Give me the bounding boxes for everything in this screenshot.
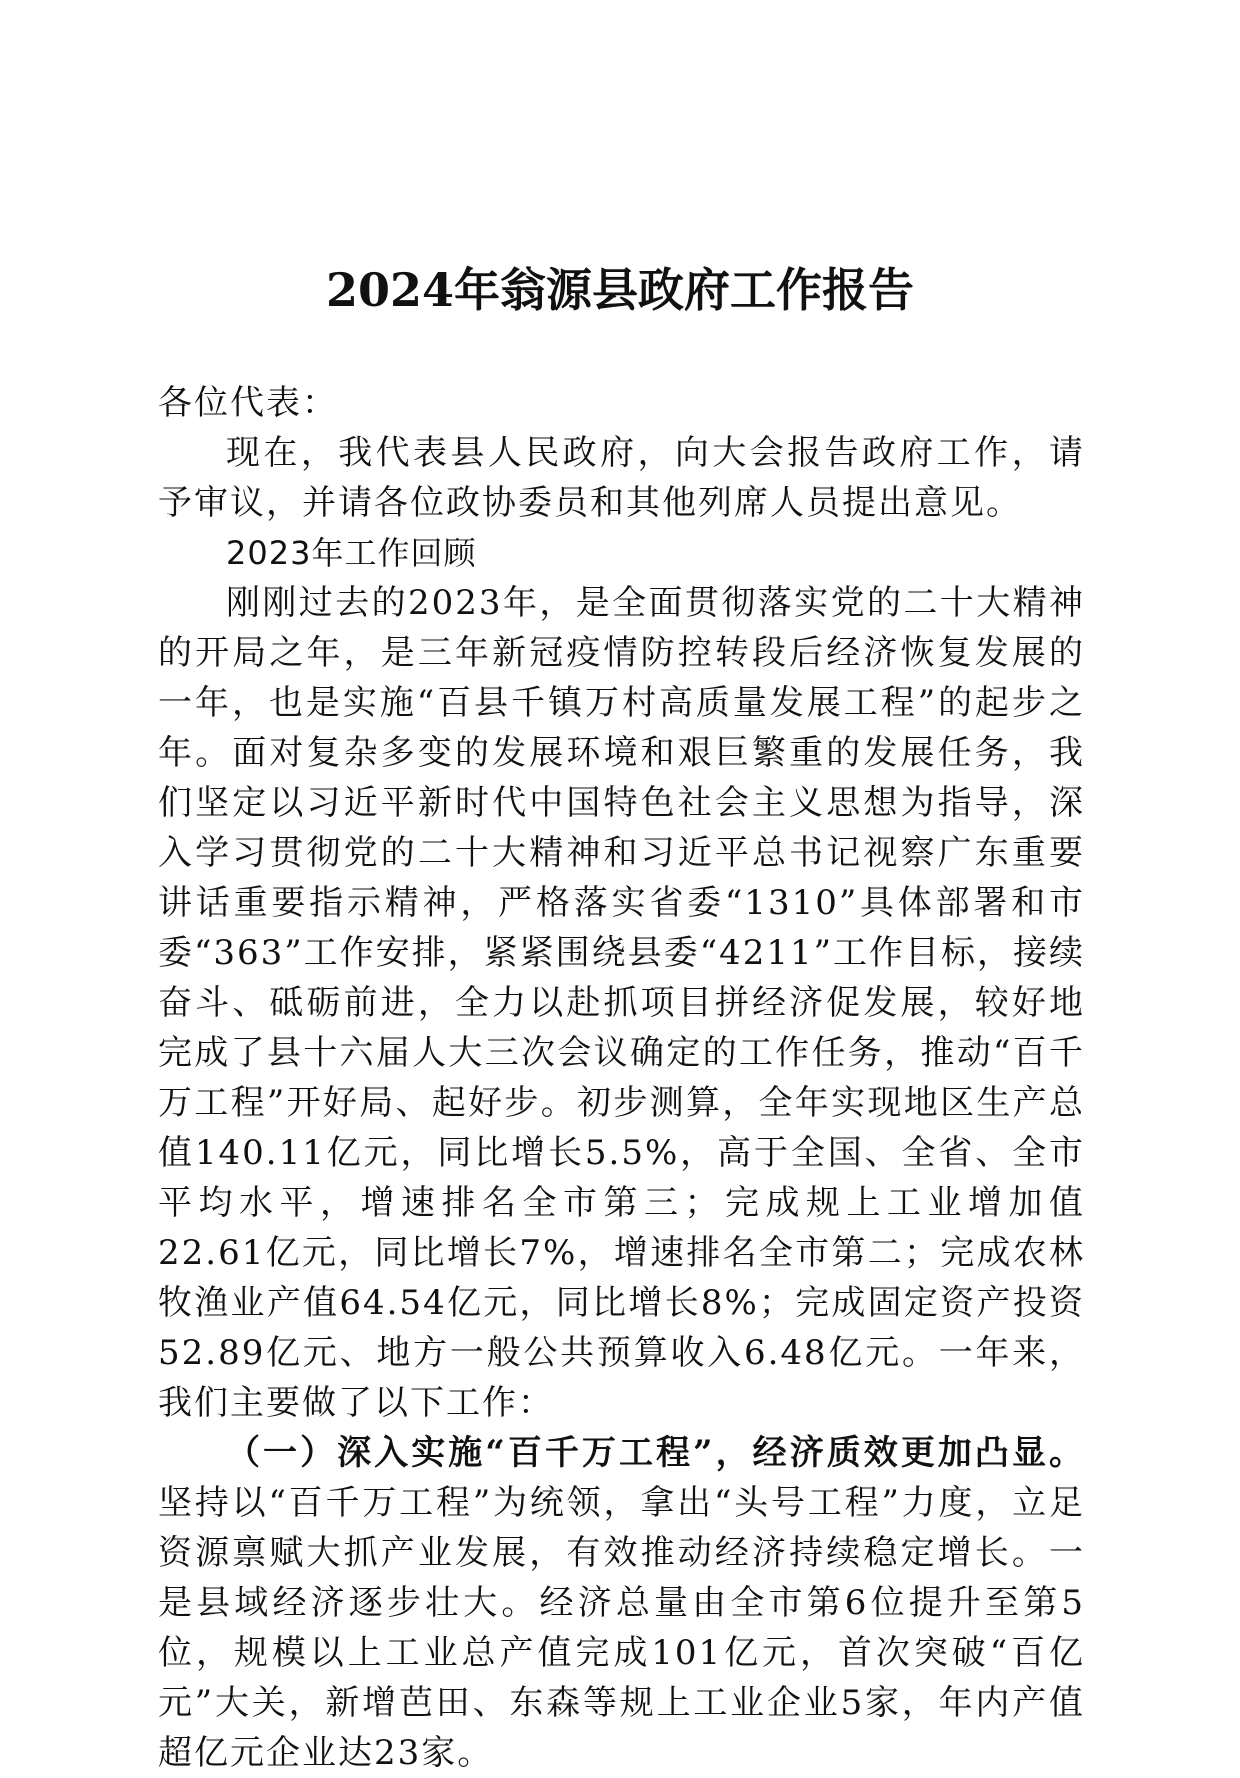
salutation: 各位代表： [158,383,338,423]
document-title: 2024年翁源县政府工作报告 [325,263,915,317]
intro-paragraph: 现在，我代表县人民政府，向大会报告政府工作，请予审议，并请各位政协委员和其他列席人员提出意见。 [158,433,1085,523]
point-one-heading: （一）深入实施“百千万工程”，经济质效更加凸显。 [226,1433,1085,1473]
section-heading: 2023年工作回顾 [226,534,477,572]
review-paragraph: 刚刚过去的2023年，是全面贯彻落实党的二十大精神的开局之年，是三年新冠疫情防控转段后经济恢复发展的一年，也是实施“百县千镇万村高质量发展工程”的起步之年。面对复杂多变的发展环境和艰巨繁重的发展任务，我们坚定以习近平新时代中国特色社会主义思想为指导，深入学习贯彻党的二十大精神和习近平总书记视察广东重要讲话重要指示精神，严格落实省委“1310”具体部署和市委“363”工作安排，紧紧围绕县委“4211”工作目标，接续奋斗、砥砺前进，全力以赴抓项目拼经济促发展，较好地完成了县十六届人大三次会议确定的工作任务，推动“百千万工程”开好局、起好步。初步测算，全年实现地区生产总值140.11亿元，同比增长5.5%，高于全国、全省、全市平均水平，增速排名全市第三；完成规上工业增加值22.61亿元，同比增长7%，增速排名全市第二；完成农林牧渔业产值64.54亿元，同比增长8%；完成固定资产投资52.89亿元、地方一般公共预算收入6.48亿元。一年来，我们主要做了以下工作： [158,583,1085,1423]
document-body [158,378,1085,1778]
point-one-paragraph [158,1428,1085,1778]
point-one-body: 坚持以“百千万工程”为统领，拿出“头号工程”力度，立足资源禀赋大抓产业发展，有效推动经济持续稳定增长。一是县域经济逐步壮大。经济总量由全市第6位提升至第5位，规模以上工业总产值完成101亿元，首次突破“百亿元”大关，新增芭田、东森等规上工业企业5家，年内产值超亿元企业达23家。 [158,1483,1085,1773]
